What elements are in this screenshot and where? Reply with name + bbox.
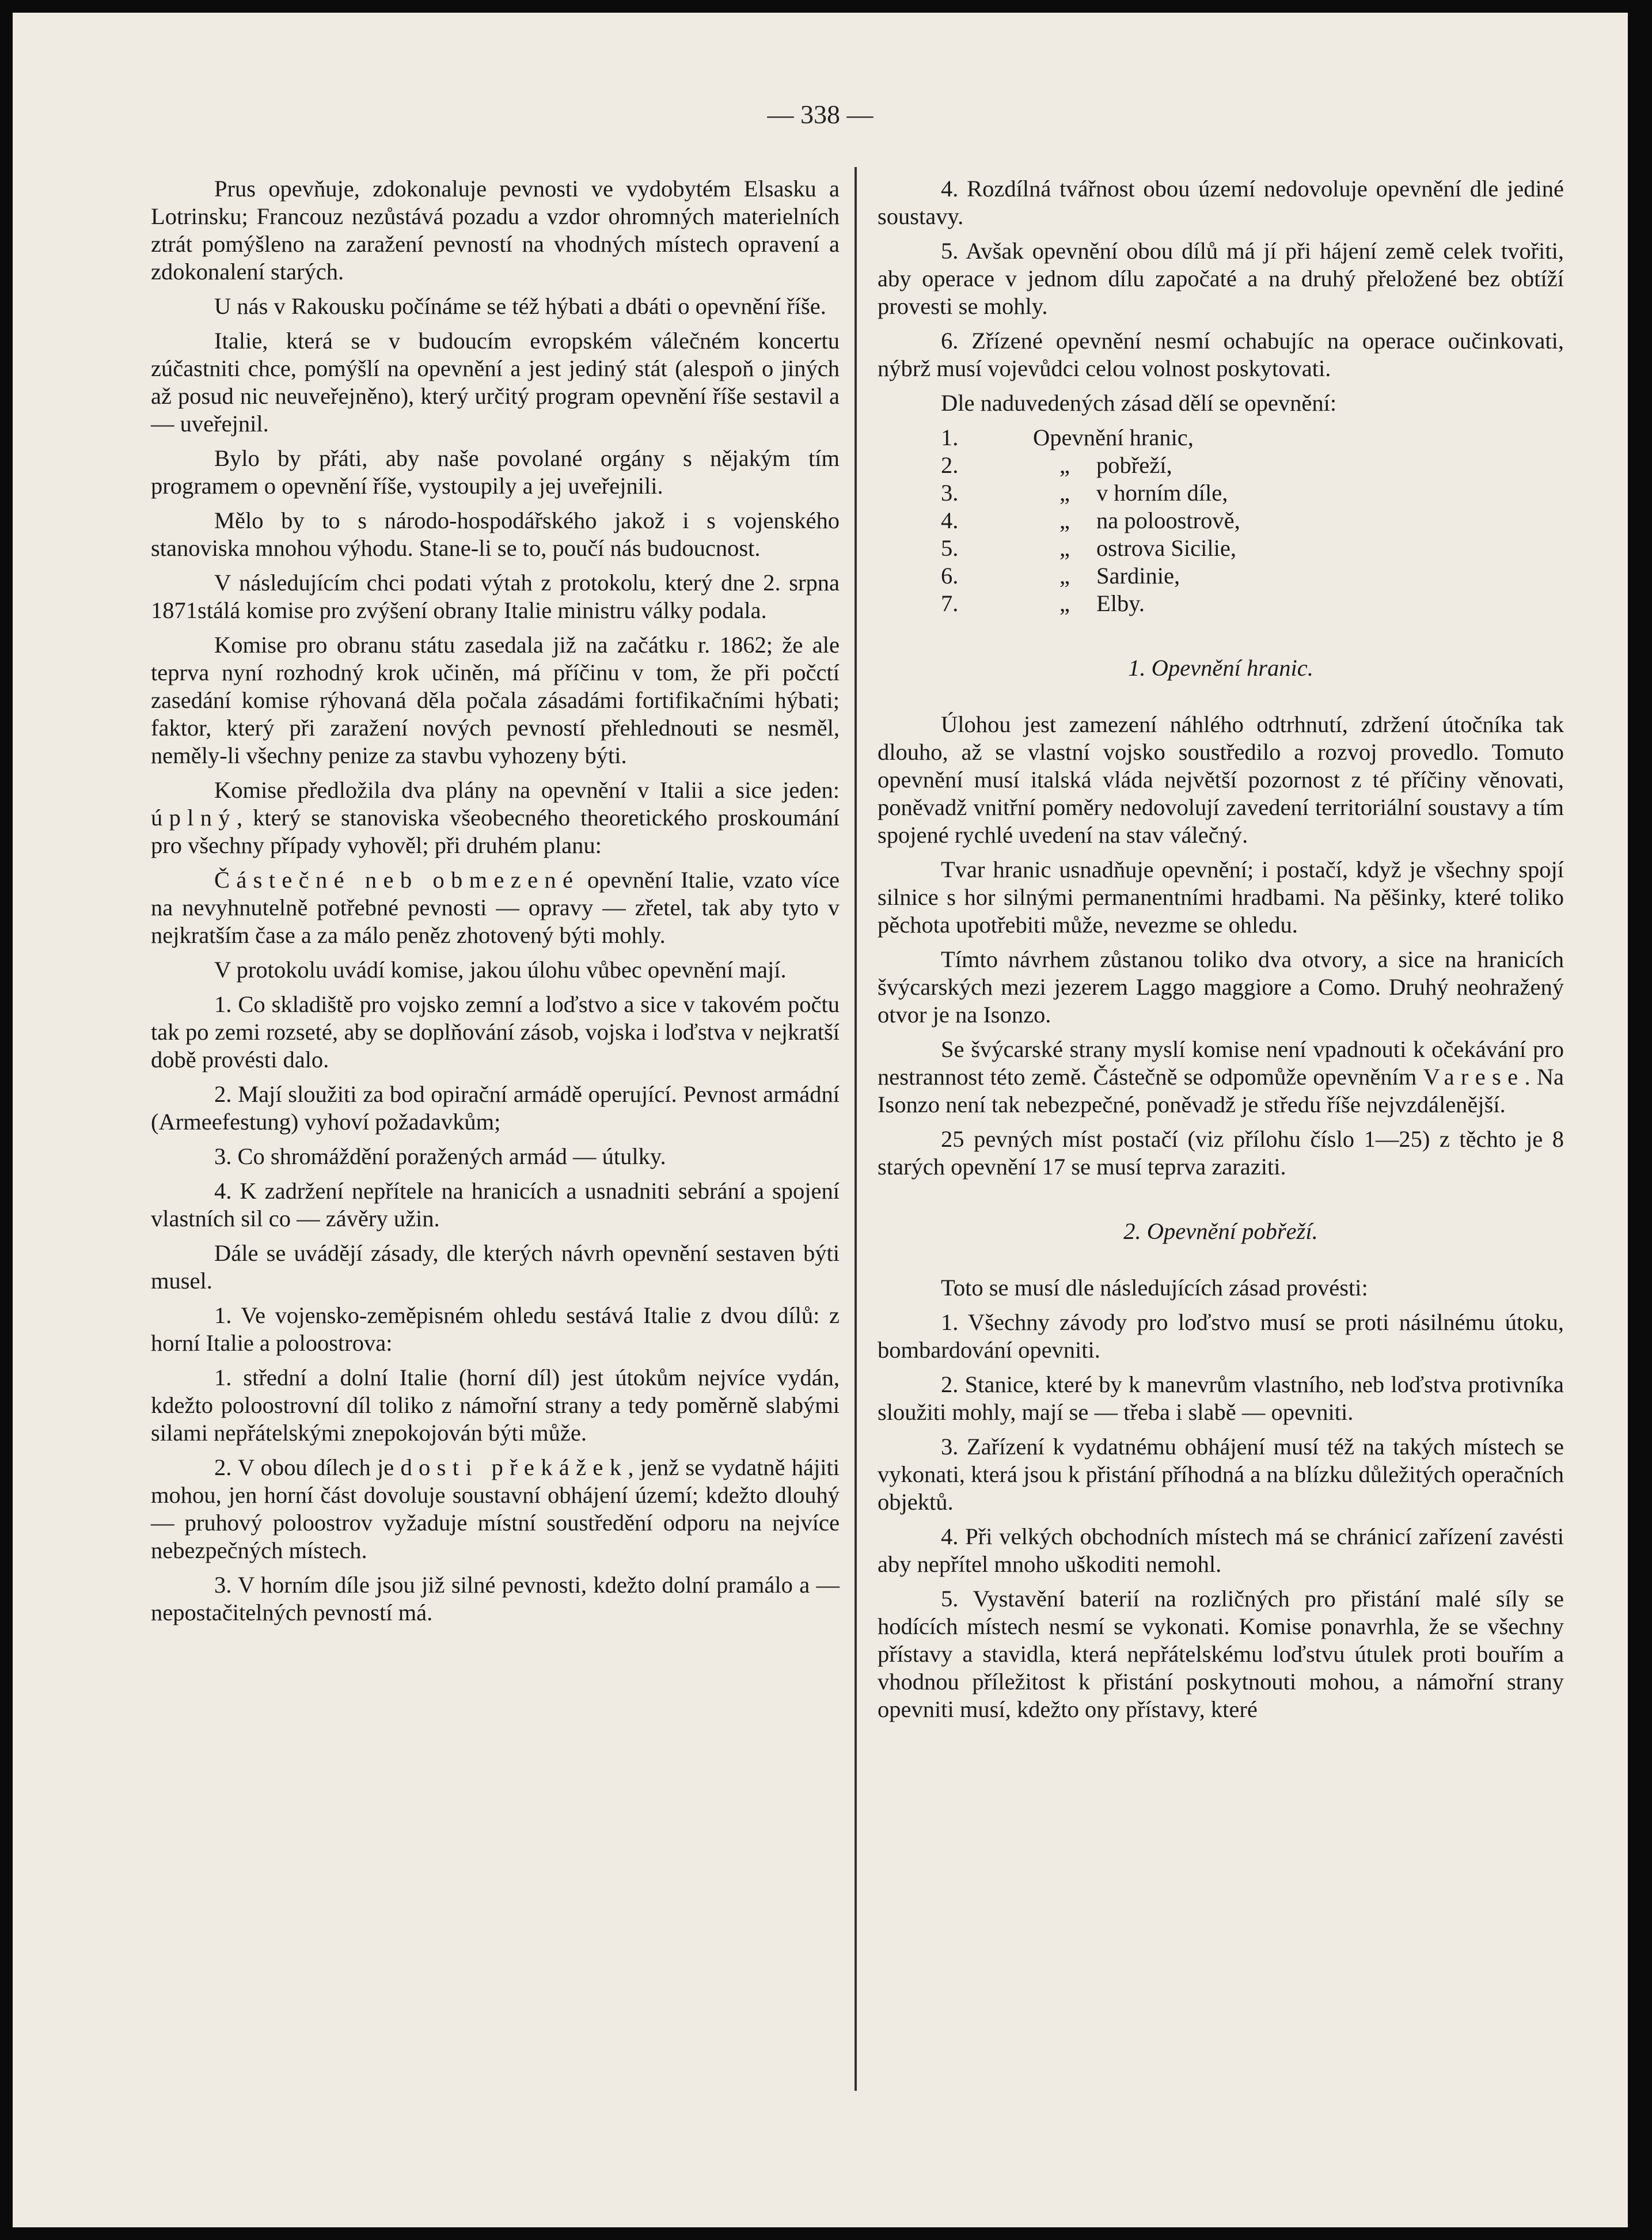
list-text: Opevnění hranic, [1033, 424, 1194, 450]
ditto-mark: „ [1059, 480, 1070, 506]
paragraph [151, 1454, 840, 1564]
paragraph: 1. Všechny závody pro loďstvo musí se proti násilnému útoku, bombardování opevniti. [878, 1309, 1564, 1363]
paragraph: 2. Stanice, které by k manevrům vlastního, neb loďstva protivníka sloužiti mohly, mají se — třeba i slabě — opevniti. [878, 1371, 1564, 1425]
list-text: Sardinie, [1096, 563, 1180, 589]
list-item [878, 479, 1564, 507]
paragraph: 2. Mají sloužiti za bod opirační armádě operující. Pevnost armádní (Armeefestung) vyhoví požadavkům; [151, 1081, 840, 1135]
ditto-mark: „ [1059, 535, 1070, 561]
column-divider [855, 167, 857, 2091]
paragraph: 4. Rozdílná tvářnost obou území nedovoluje opevnění dle jediné soustavy. [878, 176, 1564, 229]
list-item [878, 590, 1564, 617]
list-number: 2. [941, 452, 959, 478]
paragraph: 1. střední a dolní Italie (horní díl) jest útokům nejvíce vydán, kdežto poloostrovní díl toliko z námořní strany a tedy poměrně slabými silami nepřátelskými znepokojován býti může. [151, 1365, 840, 1446]
paragraph [151, 776, 840, 859]
list-number: 6. [941, 563, 959, 589]
document-page [13, 13, 1628, 2227]
fortification-list [878, 424, 1564, 617]
paragraph: V následujícím chci podati výtah z protokolu, který dne 2. srpna 1871stálá komise pro zvýšení obrany Italie ministru války podala. [151, 570, 840, 623]
list-item [878, 452, 1564, 479]
paragraph [151, 866, 840, 949]
paragraph: 1. Co skladiště pro vojsko zemní a loďstvo a sice v takovém počtu tak po zemi rozseté, aby se doplňování zásob, vojska i loďstva v nejkratší době provésti dalo. [151, 991, 840, 1072]
list-text: v horním díle, [1096, 480, 1228, 506]
spaced-term: Částečné neb obmezené [214, 867, 580, 893]
list-number: 7. [941, 590, 959, 616]
ditto-mark: „ [1059, 590, 1070, 616]
page-number: — 338 — [767, 100, 874, 129]
list-item [878, 562, 1564, 590]
paragraph: 3. Zařízení k vydatnému obhájení musí též na takých místech se vykonati, která jsou k přistání příhodná a na blízku důležitých operačních objektů. [878, 1434, 1564, 1515]
list-item [878, 507, 1564, 535]
paragraph: V protokolu uvádí komise, jakou úlohu vůbec opevnění mají. [214, 957, 787, 983]
list-item [878, 424, 1564, 452]
right-column [878, 175, 1564, 1730]
text-run: opevnění Italie, vzato více na nevyhnutelně potřebné pevnosti — opravy — zřetel, tak aby tyto v nejkratším čase a za málo peněz zhotovený býti mohly. [151, 867, 840, 948]
spaced-term: úplný [151, 805, 237, 831]
paragraph: U nás v Rakousku počínáme se též hýbati a dbáti o opevnění říše. [214, 293, 826, 319]
list-number: 4. [941, 507, 959, 533]
text-run: , jenž se vydatně hájiti mohou, jen horní část dovoluje soustavní obhájení území; kdežto dlouhý — pruhový poloostrov vyžaduje místní soustředění odporu na nejvíce nebezpečných místech. [151, 1454, 840, 1563]
list-number: 5. [941, 535, 959, 561]
paragraph: Dle naduvedených zásad dělí se opevnění: [941, 390, 1337, 416]
paragraph: 3. Co shromáždění poražených armád — útulky. [214, 1143, 666, 1169]
left-column [151, 175, 840, 1633]
paragraph: 5. Avšak opevnění obou dílů má jí při hájení země celek tvořiti, aby operace v jednom dílu započaté a na druhý přeložené bez obtíží provesti se mohly. [878, 238, 1564, 319]
ditto-mark: „ [1059, 452, 1070, 478]
paragraph: Tímto návrhem zůstanou toliko dva otvory, a sice na hranicích švýcarských mezi jezerem Laggo maggiore a Como. Druhý neohražený otvor je na Isonzo. [878, 946, 1564, 1028]
paragraph [878, 1036, 1564, 1119]
paragraph: 5. Vystavění baterií na rozličných pro přistání malé síly se hodících místech nesmí se vykonati. Komise ponavrhla, že se všechny přístavy a stavidla, která nepřátelskému loďstvu útulek proti bouřím a vhodnou příležitost k přistání poskytnouti mohou, a námořní strany opevniti musí, kdežto ony přístavy, které [878, 1586, 1564, 1722]
paragraph: Prus opevňuje, zdokonaluje pevnosti ve vydobytém Elsasku a Lotrinsku; Francouz nezůstává pozadu a vzdor ohromných materielních ztrát pomýšleno na zaražení pevností na vhodných místech opravení a zdokonalení starých. [151, 176, 840, 285]
paragraph: Bylo by přáti, aby naše povolané orgány s nějakým tím programem o opevnění říše, vystoupily a jej uveřejnili. [151, 445, 840, 499]
paragraph: 4. K zadržení nepřítele na hranicích a usnadniti sebrání a spojení vlastních sil co — závěry užin. [151, 1178, 840, 1231]
text-run: , který se stanoviska všeobecného theoretického proskoumání pro všechny případy vyhověl; při druhém planu: [151, 805, 840, 858]
paragraph: Italie, která se v budoucím evropském válečném koncertu zúčastniti chce, pomýšlí na opevnění a jest jediný stát (alespoň o jiných až posud nic neuveřejněno), který určitý program opevnění říše sestavil a — uveřejnil. [151, 328, 840, 437]
paragraph: 25 pevných míst postačí (viz přílohu číslo 1—25) z těchto je 8 starých opevnění 17 se musí teprva zaraziti. [878, 1126, 1564, 1180]
section-heading: 1. Opevnění hranic. [1128, 655, 1313, 681]
paragraph: Dále se uvádějí zásady, dle kterých návrh opevnění sestaven býti musel. [151, 1240, 840, 1294]
text-run: . Na Isonzo není tak nebezpečné, poněvadž je středu říše nejvzdálenější. [878, 1064, 1564, 1117]
paragraph: 4. Při velkých obchodních místech má se chránicí zařízení zavésti aby nepřítel mnoho uškoditi nemohl. [878, 1523, 1564, 1577]
text-run: 2. V obou dílech je [214, 1454, 401, 1480]
section-heading: 2. Opevnění pobřeží. [1123, 1218, 1318, 1244]
paragraph: Tvar hranic usnadňuje opevnění; i postačí, když je všechny spojí silnice s hor silnými permanentními hradbami. Na pěšinky, které toliko pěchota upotřebiti může, nevezme se ohledu. [878, 856, 1564, 938]
paragraph: Úlohou jest zamezení náhlého odtrhnutí, zdržení útočníka tak dlouho, až se vlastní vojsko soustředilo a rozvoj provedlo. Tomuto opevnění musí italská vláda největší pozornost z té příčiny věnovati, poněvadž vnitřní poměry nedovolují zavedení territoriální soustavy a tím spojené rychlé uvedení na stav válečný. [878, 711, 1564, 848]
list-number: 1. [941, 424, 959, 450]
paragraph: Komise pro obranu státu zasedala již na začátku r. 1862; že ale teprva nyní rozhodný krok učiněn, má příčinu v tom, že při počctí zasedání komise rýhovaná děla počala zásadámi fortifikačními hýbati; faktor, který při zaražení nových pevností přehlednouti se nesměl, neměly-li všechny penize za stavbu vyhozeny býti. [151, 632, 840, 768]
list-text: Elby. [1096, 590, 1145, 616]
spaced-term: dosti překážek [400, 1454, 628, 1480]
paragraph: Toto se musí dle následujících zásad provésti: [941, 1275, 1368, 1301]
list-text: ostrova Sicilie, [1096, 535, 1236, 561]
ditto-mark: „ [1059, 507, 1070, 533]
paragraph: 6. Zřízené opevnění nesmí ochabujíc na operace oučinkovati, nýbrž musí vojevůdci celou volnost poskytovati. [878, 328, 1564, 381]
list-number: 3. [941, 480, 959, 506]
ditto-mark: „ [1059, 563, 1070, 589]
spaced-term: Varese [1423, 1064, 1525, 1090]
text-run: Komise předložila dva plány na opevnění v Italii a sice jeden: [214, 777, 840, 803]
paragraph: 3. V horním díle jsou již silné pevnosti, kdežto dolní pramálo a — nepostačitelných pevností má. [151, 1572, 840, 1625]
list-item [878, 535, 1564, 562]
paragraph: Mělo by to s národo-hospodářského jakož i s vojenského stanoviska mnohou výhodu. Stane-li se to, poučí nás budoucnost. [151, 507, 840, 561]
paragraph: 1. Ve vojensko-zeměpisném ohledu sestává Italie z dvou dílů: z horní Italie a poloostrova: [151, 1302, 840, 1356]
list-text: na poloostrově, [1096, 507, 1240, 533]
list-text: pobřeží, [1096, 452, 1172, 478]
text-run: Se švýcarské strany myslí komise není vpadnouti k očekávání pro nestrannost této země. Částečně se odpomůže opevněním [878, 1036, 1564, 1090]
